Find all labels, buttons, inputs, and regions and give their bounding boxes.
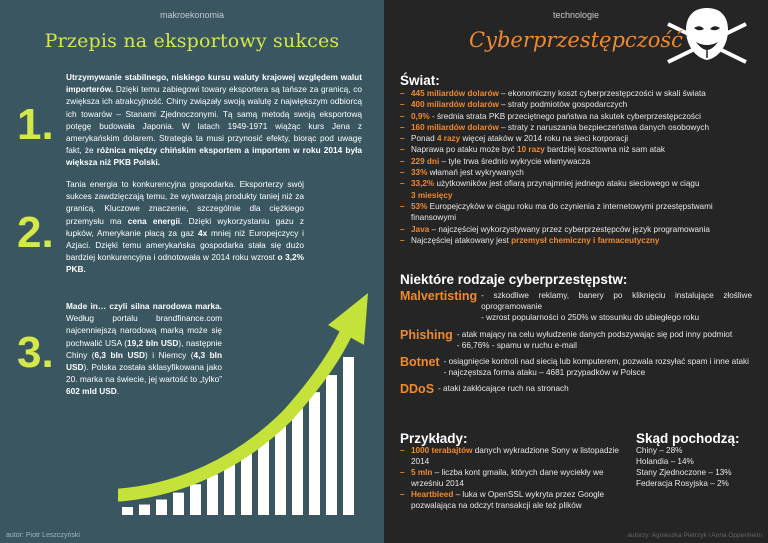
p2-text: mniej niż Europejczycy i Azjaci. Dzięki temu amerykańska gospodarka stała się dużo bardziej konkurencyjna i odnotowała w 2014 roku wzrost (66, 227, 304, 263)
bullet-dash: – (400, 122, 405, 132)
bullet-dash: – (400, 179, 405, 189)
type-line: - wzrost popularności o 250% w stosunku do ubiegłego roku (481, 313, 700, 323)
chart-bar (173, 493, 184, 515)
item-highlight: 3 miesięcy (411, 190, 453, 200)
paragraph-1 (66, 71, 362, 169)
item-text: – straty podmiotów gospodarczych (498, 100, 628, 110)
p3-text: ) i Niemcy ( (144, 349, 194, 360)
origin-heading: Skąd pochodzą: (636, 431, 740, 446)
bullet-dash: – (400, 201, 405, 211)
item-text: użytkowników jest ofiarą przynajmniej jednego ataku sieciowego w ciągu (434, 179, 700, 189)
category-label: makroekonomia (159, 10, 225, 20)
item-text: włamań jest wykrywanych (427, 168, 524, 178)
types-list (400, 290, 752, 401)
item-highlight: 5 mln (411, 468, 433, 477)
chart-bar (326, 375, 337, 515)
p2-bold: 4x (197, 227, 208, 238)
number-1: 1. (17, 100, 54, 149)
item-text: danych wykradzione Sony w listopadzie 2014 (411, 446, 619, 466)
left-author: autor: Piotr Leszczyński (6, 532, 80, 539)
list-item (400, 144, 752, 155)
origin-list (636, 445, 756, 489)
list-item (400, 111, 752, 122)
examples-heading: Przykłady: (400, 431, 468, 446)
p3-bold: 6,3 bln USD (94, 349, 145, 360)
item-text: – luka w OpenSSL wykryta przez Google pozwalająca na odczyt transakcji ale też plików (411, 490, 605, 510)
bullet-dash: – (400, 145, 405, 155)
p3-bold: 4,3 bln USD (66, 349, 223, 373)
item-highlight: 53% (411, 201, 428, 211)
type-line: - atak mający na celu wyłudzenie danych podszywając się pod inny podmiot (456, 329, 733, 339)
type-desc (481, 290, 752, 324)
p2-bold: cena energii (127, 215, 181, 226)
chart-bar (343, 357, 354, 515)
item-highlight: 33% (411, 168, 428, 178)
item-text: więcej ataków w 2014 roku na sieci korporacji (460, 134, 629, 144)
list-item (400, 445, 622, 467)
chart-bar (139, 505, 150, 515)
p3-text: Według portalu brandfinance.com najcenniejszą narodową marką może się pochwalić USA ( (66, 313, 222, 348)
bullet-dash: – (400, 134, 405, 144)
growth-bar-chart (118, 275, 382, 519)
item-text: – najczęściej wykorzystywany przez cyberprzestępców język programowania (429, 224, 710, 234)
item-text: - średnia strata PKB przeciętnego państwa na skutek cyberprzestępczości (429, 111, 701, 121)
type-name: Malvertisting (400, 289, 478, 303)
origin-item: Chiny – 28% (636, 446, 683, 455)
type-name: Botnet (400, 355, 440, 370)
bullet-dash: – (400, 446, 405, 455)
types-heading: Niektóre rodzaje cyberprzestępstw: (400, 272, 628, 287)
bullet-dash: – (400, 490, 405, 499)
chart-bar (207, 474, 218, 515)
item-highlight: 0,9% (411, 111, 430, 121)
p2-text: . Dzięki wykorzystaniu gazu z łupków, Amerykanie płacą za gaz (66, 215, 305, 238)
item-highlight: Heartbleed (411, 490, 454, 499)
bullet-dash: – (400, 168, 405, 178)
list-item (400, 235, 752, 246)
type-row (400, 356, 752, 378)
chart-bar (309, 392, 320, 515)
bullet-dash: – (400, 224, 405, 234)
p3-text: . (116, 386, 120, 397)
item-highlight: 10 razy (517, 145, 545, 155)
type-line: - szkodliwe reklamy, banery po kliknięciu instalujące złośliwe oprogramowanie (481, 291, 752, 312)
type-line: - 66,76% - spamu w ruchu e-mail (456, 340, 577, 350)
list-item (400, 467, 622, 489)
p3-bold: 602 mld USD (66, 386, 117, 397)
chart-bar (241, 451, 252, 515)
list-item (400, 224, 752, 235)
category-label: technologie (552, 10, 600, 20)
world-list (400, 88, 752, 246)
chart-bar (122, 507, 133, 515)
bullet-dash: – (400, 100, 405, 110)
right-panel (384, 0, 768, 543)
type-name: Phishing (400, 327, 453, 342)
type-row (400, 383, 752, 396)
right-author: autorzy: Agnieszka Pietrzyk i Anna Oppenheim (627, 532, 762, 539)
p1-lead: Utrzymywanie stabilnego, niskiego kursu waluty krajowej względem walut importerów. (66, 72, 362, 95)
p3-text: ), następnie Chiny ( (66, 337, 222, 360)
item-text: Ponad (411, 134, 437, 144)
type-name: DDoS (400, 382, 435, 397)
p2-text: Tania energia to konkurencyjna gospodarka. Eksporterzy swój sukces zawdzięczają temu, że wytwarzają produkty taniej niż za granicą. Kluczowe znaczenie, szczególnie dla ciężkiego przemysłu ma (66, 179, 304, 226)
p3-bold: 19,2 bln USD (127, 337, 179, 348)
item-highlight: 4 razy (436, 134, 461, 144)
examples-list (400, 445, 622, 511)
item-text: – straty z naruszania bezpieczeństwa danych osobowych (498, 122, 710, 132)
page-title: Przepis na eksportowy sukces (44, 30, 340, 52)
origin-item: Stany Zjednoczone – 13% (636, 468, 732, 477)
chart-bar (258, 438, 269, 515)
item-text: bardziej kosztowna niż sam atak (544, 145, 665, 155)
item-highlight: Java (411, 224, 430, 234)
item-text: – liczba kont gmaila, których dane wyciekły we wrześniu 2014 (411, 468, 604, 488)
type-desc (438, 383, 752, 396)
type-line: - najczęstsza forma ataku – 4681 przypadków w Polsce (443, 368, 646, 378)
list-item (400, 133, 752, 144)
item-highlight: 33,2% (411, 179, 435, 189)
origin-item: Federacja Rosyjska – 2% (636, 479, 729, 488)
item-highlight: 229 dni (411, 156, 440, 166)
section-title: Cyberprzestępczość (469, 28, 683, 52)
list-item (400, 88, 752, 99)
type-row (400, 290, 752, 324)
item-highlight: 400 miliardów dolarów (411, 100, 499, 110)
paragraph-2 (66, 178, 304, 276)
bullet-dash: – (400, 468, 405, 477)
item-highlight: 445 miliardów dolarów (411, 89, 499, 98)
list-item (400, 99, 752, 110)
chart-bar (292, 408, 303, 515)
type-line: - osiągnięcie kontroli nad siecią lub komputerem, pozwala rozsyłać spam i inne ataki (443, 357, 749, 367)
chart-bar (224, 463, 235, 515)
item-text: Najczęściej atakowany jest (411, 235, 512, 245)
list-item (400, 167, 752, 178)
bullet-dash: – (400, 89, 405, 98)
chart-bar (156, 499, 167, 515)
item-text: – ekonomiczny koszt cyberprzestępczości w skali świata (498, 89, 706, 98)
list-item (400, 201, 752, 224)
type-desc (457, 329, 752, 351)
list-item (400, 156, 752, 167)
item-text: – tyle trwa średnio wykrycie włamywacza (439, 156, 591, 166)
type-line: - ataki zakłócające ruch na stronach (438, 384, 569, 394)
bullet-dash: – (400, 111, 405, 121)
number-3: 3. (17, 328, 54, 377)
item-highlight: 1000 terabajtów (411, 446, 473, 455)
p1-bold: różnica między chińskim eksportem a importem w roku 2014 była większa niż PKB Polski. (66, 145, 362, 168)
list-item (400, 122, 752, 133)
item-highlight: 160 miliardów dolarów (411, 122, 499, 132)
item-text: Europejczyków w ciągu roku ma do czynienia z internetowymi przestępstwami finansowymi (411, 201, 713, 223)
p3-bold: Made in… czyli silna narodowa marka. (66, 301, 222, 311)
world-heading: Świat: (400, 73, 440, 88)
list-item (400, 489, 622, 511)
bullet-dash: – (400, 156, 405, 166)
item-highlight: przemysł chemiczny i farmaceutyczny (511, 235, 660, 245)
chart-bar (190, 484, 201, 515)
bullet-dash: – (400, 235, 405, 245)
p3-text: ). Polska została sklasyfikowana jako 20. marka na świecie, jej wartość to „tylko” (66, 362, 222, 385)
item-text: Naprawa po ataku może być (411, 145, 518, 155)
type-row (400, 329, 752, 351)
p1-body: Dzięki temu zabiegowi towary eksportera są tańsze za granicą, co zwiększa ich atrakcyjność. Chiny związały swoją walutę z największym odbiorcą ich towarów – Stanami Zjednoczonymi. Tą samą metodą swoją eksportową potęgę budowała Japonia. W latach 1949-1971 wiążąc kurs Jena z amerykańskim dolarem. Strategia ta musi przynosić efekty, biorąc pod uwagę fakt, że (66, 84, 362, 156)
p2-bold: o 3,2% PKB. (66, 252, 304, 275)
type-desc (444, 356, 752, 378)
origin-item: Holandia – 14% (636, 457, 694, 466)
chart-bar (275, 424, 286, 515)
list-item (400, 178, 752, 201)
number-2: 2. (17, 208, 54, 257)
